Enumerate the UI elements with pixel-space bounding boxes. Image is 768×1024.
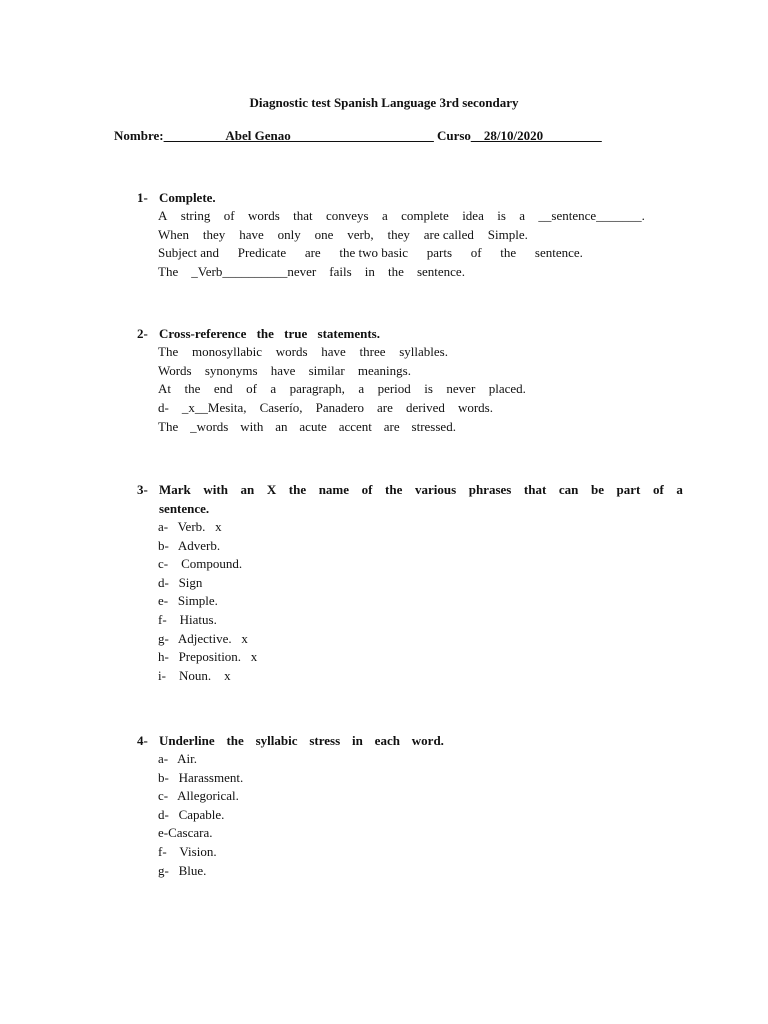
word: in [364, 264, 375, 280]
word: the [500, 245, 517, 261]
list-item: a- Verb. x [158, 519, 222, 534]
word: acute [299, 418, 327, 434]
word: string [180, 208, 211, 223]
list-item: d- Sign [158, 574, 203, 590]
question-4 [137, 731, 444, 880]
question-number: 3- [137, 482, 148, 497]
list-item: c- Allegorical. [158, 788, 239, 804]
word: name [318, 482, 350, 497]
word: similar [308, 362, 345, 378]
list-item: c- Compound. [158, 556, 243, 572]
word: derived [405, 400, 445, 416]
word: the [385, 482, 403, 497]
word: phrases [468, 482, 512, 497]
word: are [377, 400, 393, 416]
word: a [270, 381, 277, 397]
question-4-options [137, 750, 444, 880]
word: are called [423, 226, 474, 242]
word: sentence. [416, 264, 465, 280]
word: end [213, 381, 233, 397]
text-line [158, 380, 526, 399]
word: X [266, 482, 277, 497]
word: each [374, 733, 400, 748]
word: When [158, 226, 190, 242]
word: the [288, 482, 307, 497]
course-label: Curso [436, 128, 471, 143]
word: period [377, 381, 411, 397]
word: the two basic [339, 245, 409, 261]
word: sentence. [534, 245, 583, 261]
text-line [158, 418, 456, 437]
question-title [159, 731, 444, 750]
word: words [247, 208, 280, 223]
name-value: _________Abel Genao______________________ [163, 128, 434, 143]
word: that [523, 482, 547, 497]
word: various [414, 482, 457, 497]
question-3 [137, 481, 683, 685]
question-number: 1- [137, 190, 148, 205]
text-line [158, 343, 448, 362]
word: Panadero [315, 400, 364, 416]
course-value: __28/10/2020_________ [470, 128, 602, 143]
word: The [158, 344, 179, 359]
word: Cross-reference [159, 326, 247, 341]
word: are [383, 418, 400, 434]
word: meanings. [357, 362, 411, 378]
word: of [246, 381, 257, 397]
word: Simple. [487, 226, 528, 242]
word: have [270, 362, 296, 378]
word: Caserío, [259, 400, 303, 416]
word: with [203, 482, 228, 497]
question-2-heading [137, 324, 380, 343]
word: that [293, 208, 313, 223]
word: At [158, 381, 171, 397]
question-number: 2- [137, 326, 148, 341]
word: complete [401, 208, 449, 223]
question-3-options [137, 518, 683, 685]
list-item: g- Blue. [158, 862, 207, 878]
word: Mark [159, 482, 191, 497]
word: _x__Mesita, [181, 400, 247, 416]
word: are [304, 245, 321, 261]
word: can [558, 482, 579, 497]
word: A [158, 208, 168, 223]
word: three [359, 344, 386, 359]
word: one [314, 226, 334, 242]
document-title: Diagnostic test Spanish Language 3rd secondary [249, 95, 519, 110]
word: have [321, 344, 346, 359]
question-3-heading [137, 481, 683, 518]
word: a [358, 381, 365, 397]
text-line [158, 244, 583, 263]
word: __sentence_______. [538, 208, 645, 223]
word: syllables. [399, 344, 448, 359]
question-2-body [137, 343, 526, 437]
word: of [361, 482, 373, 497]
name-course-line [114, 128, 602, 144]
text-line [158, 399, 493, 418]
list-item: b- Adverb. [158, 537, 221, 553]
text-line [158, 362, 411, 381]
list-item: i- Noun. x [158, 667, 231, 683]
question-title: Complete. [159, 190, 216, 205]
word: statements. [317, 326, 380, 341]
word: words [275, 344, 308, 359]
word: of [652, 482, 664, 497]
word: Subject and [158, 245, 220, 261]
word: with [240, 418, 264, 434]
word: accent [338, 418, 372, 434]
word: is [497, 208, 506, 223]
word: a [382, 208, 388, 223]
text-line [158, 263, 465, 282]
word: part [616, 482, 641, 497]
word: the [387, 264, 404, 280]
question-1 [137, 188, 645, 282]
word: have [239, 226, 264, 242]
question-title [159, 324, 380, 343]
word: The [158, 264, 179, 280]
list-item: a- Air. [158, 751, 197, 766]
word: idea [462, 208, 484, 223]
word: stress [309, 733, 341, 748]
word: is [424, 381, 433, 397]
name-label: Nombre: [114, 128, 164, 143]
question-4-heading [137, 731, 444, 750]
word: paragraph, [289, 381, 345, 397]
word: the [184, 381, 201, 397]
list-item: g- Adjective. x [158, 630, 248, 646]
list-item: e- Simple. [158, 593, 218, 609]
word: in [352, 733, 363, 748]
word: placed. [488, 381, 526, 397]
word: an [275, 418, 288, 434]
word: an [240, 482, 255, 497]
word: Underline [159, 733, 215, 748]
text-line [158, 207, 645, 226]
word: _Verb__________never [191, 264, 317, 280]
word: word. [411, 733, 444, 748]
text-line [158, 226, 528, 245]
word: stressed. [411, 418, 456, 434]
list-item: e-Cascara. [158, 825, 213, 841]
word: conveys [326, 208, 369, 223]
list-item: f- Hiatus. [158, 611, 217, 627]
word: verb, [347, 226, 374, 242]
word: true [284, 326, 308, 341]
question-title-row [159, 481, 683, 500]
word: they [387, 226, 410, 242]
word: of [470, 245, 482, 261]
word: _words [190, 418, 229, 434]
word: they [202, 226, 226, 242]
question-2 [137, 324, 526, 437]
word: a [676, 482, 683, 497]
word: syllabic [255, 733, 298, 748]
list-item: h- Preposition. x [158, 649, 258, 665]
word: monosyllabic [191, 344, 262, 359]
word: a [519, 208, 526, 223]
word: words. [457, 400, 493, 416]
question-number: 4- [137, 733, 148, 748]
question-1-heading [137, 188, 645, 207]
word: Words [158, 362, 192, 378]
word: Predicate [237, 245, 287, 261]
word: of [223, 208, 235, 223]
word: the [226, 733, 244, 748]
list-item: b- Harassment. [158, 769, 244, 785]
question-title-continuation: sentence. [159, 500, 210, 516]
word: the [256, 326, 274, 341]
word: The [158, 418, 179, 434]
word: synonyms [204, 362, 258, 378]
word: only [277, 226, 301, 242]
word: fails [329, 264, 352, 280]
list-item: f- Vision. [158, 843, 217, 859]
word: be [590, 482, 604, 497]
word: never [446, 381, 476, 397]
word: parts [426, 245, 453, 261]
list-item: d- Capable. [158, 806, 225, 822]
question-1-body [137, 207, 645, 282]
word: d- [158, 400, 169, 416]
